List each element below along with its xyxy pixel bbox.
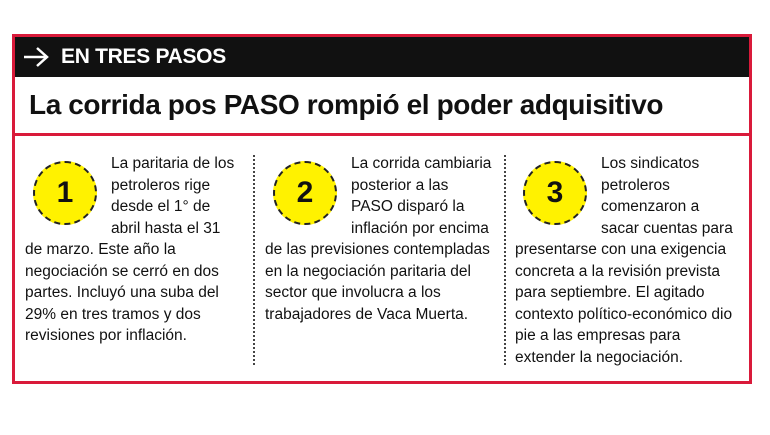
kicker-label: EN TRES PASOS — [61, 45, 226, 68]
divider — [15, 133, 749, 136]
arrow-right-icon — [23, 45, 49, 69]
step-number-badge: 3 — [523, 161, 587, 225]
column-divider — [504, 155, 506, 365]
step-number-badge: 1 — [33, 161, 97, 225]
step-number-badge: 2 — [273, 161, 337, 225]
step-text: La paritaria de los petroleros rige desde el 1° de abril hasta el 31 de marzo. Este año la negociación se cerró en dos partes. Incluyó una suba del 29% en tres tramos y dos revisiones por inflación. — [25, 155, 235, 344]
headline: La corrida pos PASO rompió el poder adquisitivo — [29, 89, 664, 120]
column-divider — [253, 155, 255, 365]
kicker-bar — [15, 37, 749, 77]
infobox — [12, 34, 752, 384]
step-text: La corrida cambiaria posterior a las PASO disparó la inflación por encima de las previsiones contempladas en la negociación paritaria del sector que involucra a los trabajadores de Vaca Muerta. — [265, 155, 492, 323]
step-text: Los sindicatos petroleros comenzaron a sacar cuentas para presentarse con una exigencia concreta a la revisión prevista para septiembre. El agitado contexto político-económico dio pie a las empresas para extender la negociación. — [515, 155, 733, 366]
step-1 — [25, 153, 240, 347]
step-3 — [515, 153, 740, 368]
step-2 — [265, 153, 493, 325]
